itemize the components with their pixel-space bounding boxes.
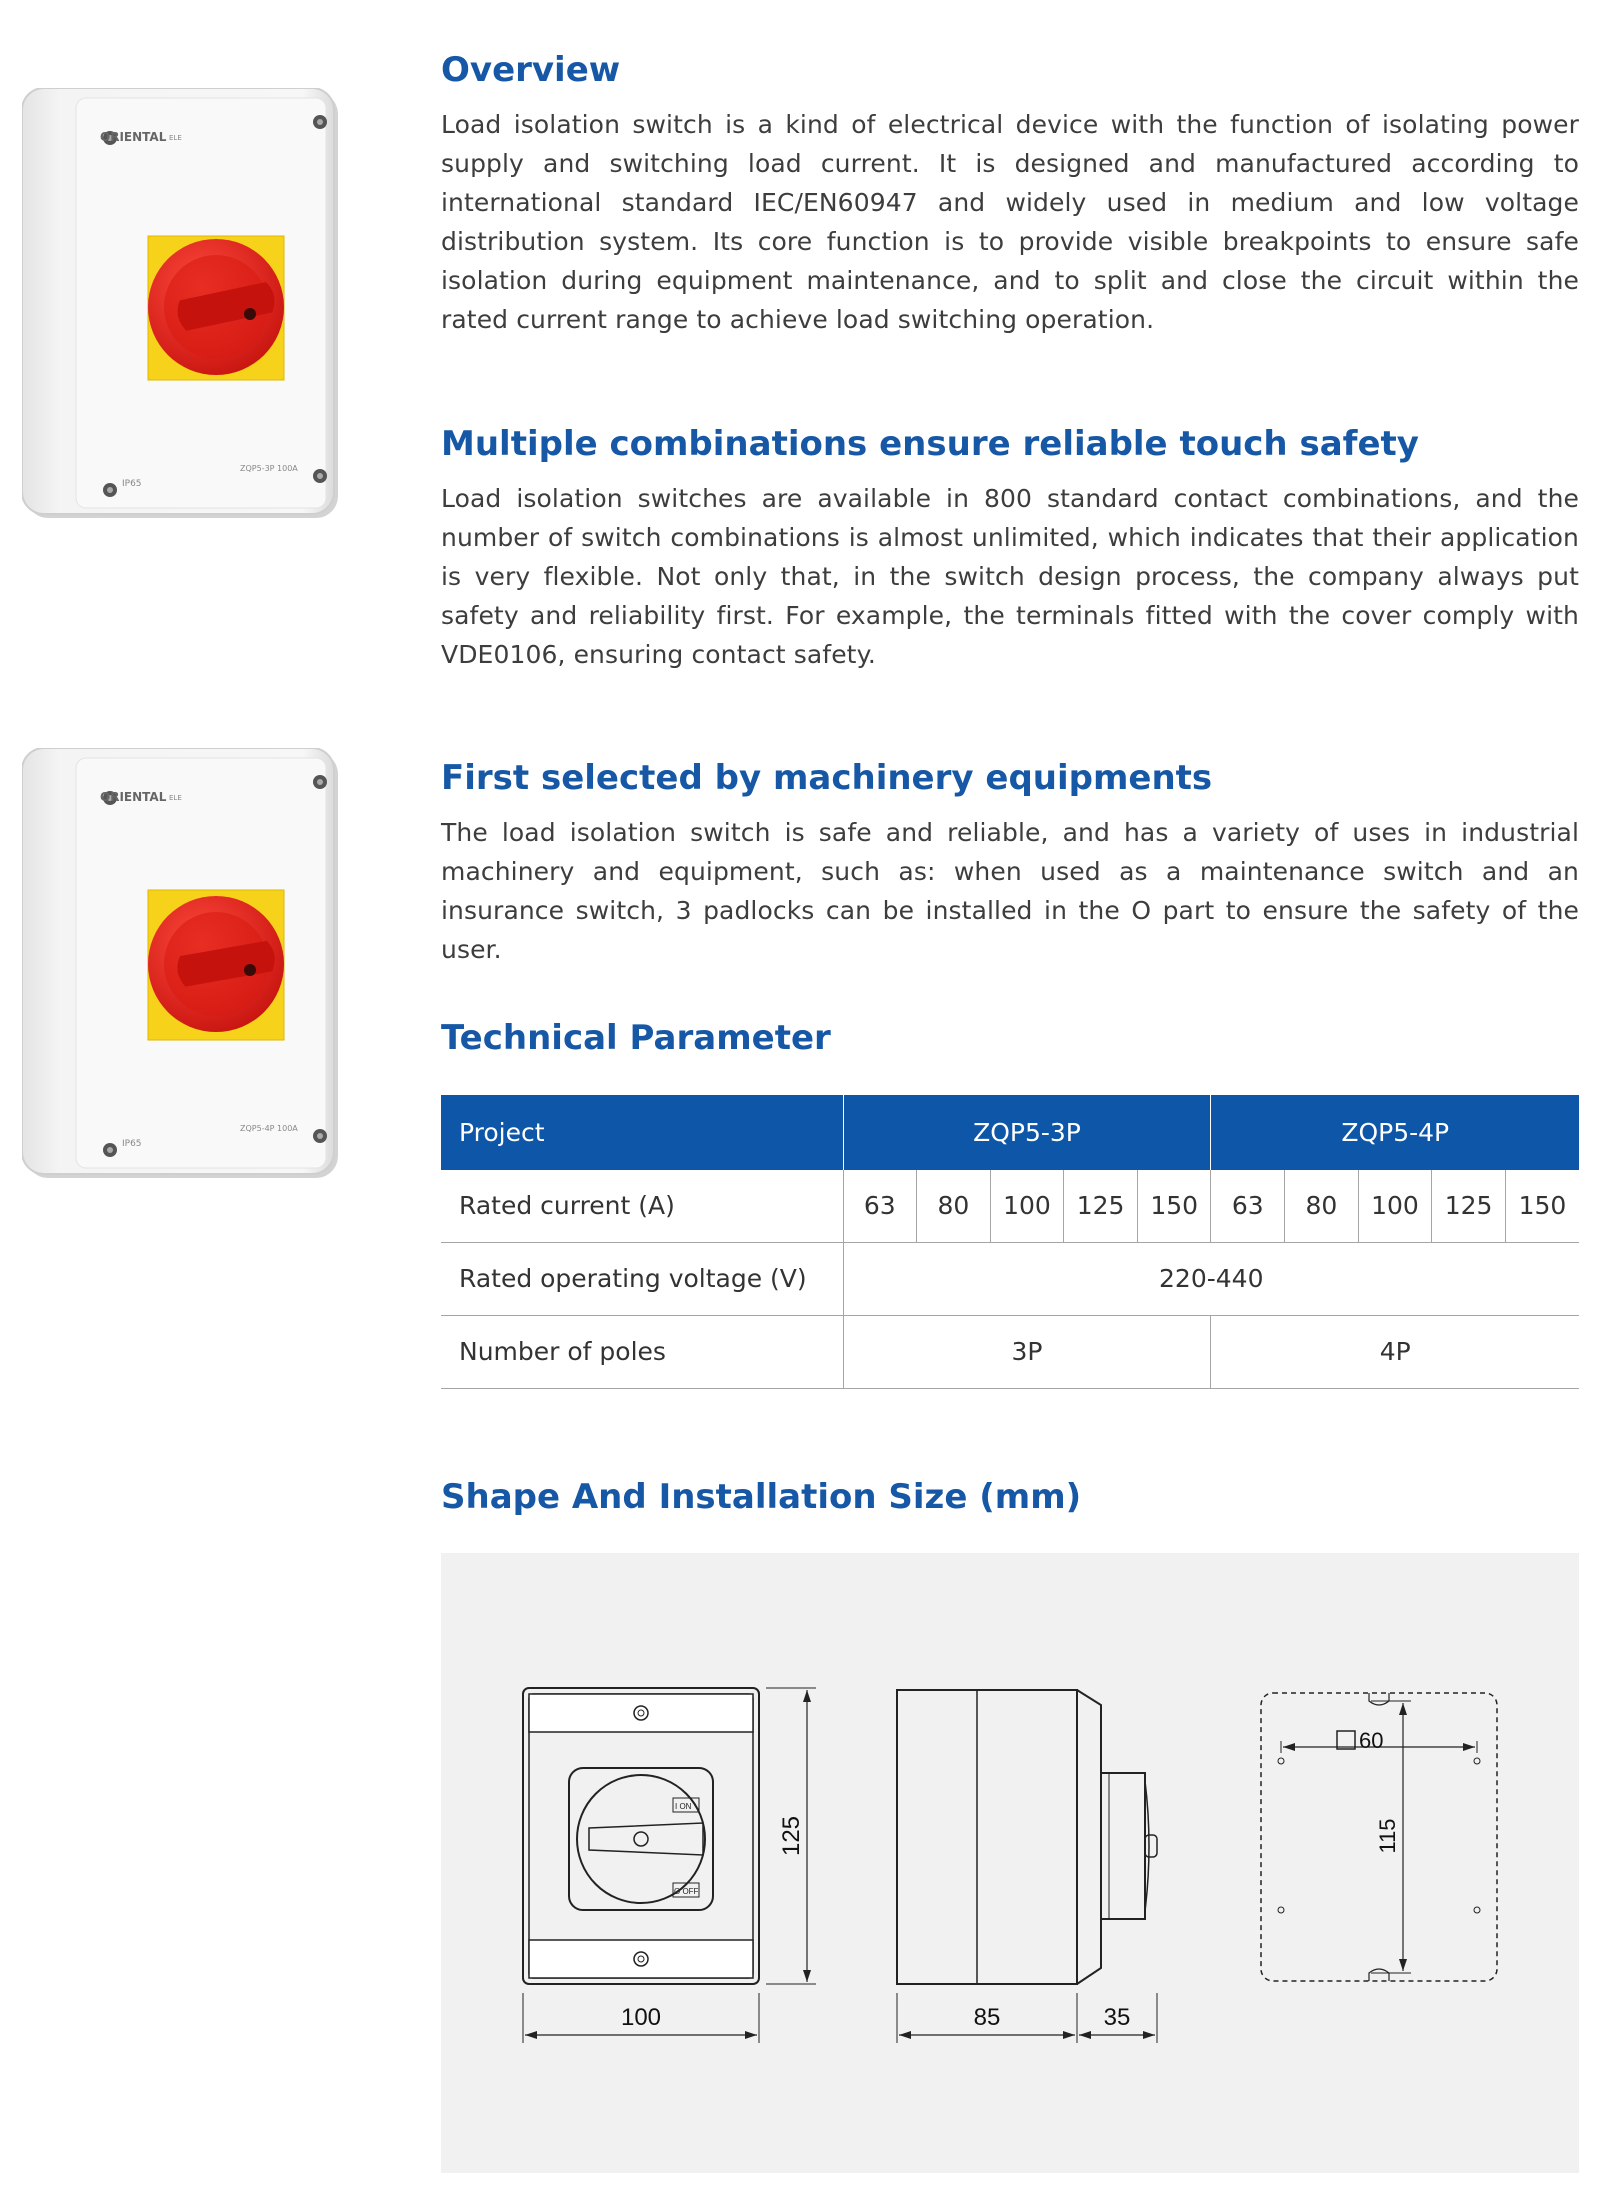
machinery-text: The load isolation switch is safe and reliable, and has a variety of uses in industrial machinery and equipment, such as: when used as a maintenance switch and an insurance switch, 3 padlocks can be installed in the O part to ensure the safety of the user. (441, 817, 1579, 964)
overview-text: Load isolation switch is a kind of electrical device with the function of isolating power supply and switching load current. It is designed and manufactured according to international standard IEC/EN60947 and widely used in medium and low voltage distribution system. Its core function is to provide visible breakpoints to ensure safe isolation during equipment maintenance, and to split and close the circuit within the rated current range to achieve load switching operation. (441, 109, 1579, 334)
machinery-section (441, 758, 1579, 969)
side-depth-dim: 85 (973, 2004, 1001, 2031)
machinery-title: First selected by machinery equipments (441, 758, 1213, 798)
table-header-row (441, 1095, 1579, 1170)
shape-title: Shape And Installation Size (mm) (441, 1477, 1082, 1517)
rated-current-value: 150 (1137, 1170, 1211, 1243)
model-label: ZQP5-4P 100A (240, 1124, 298, 1133)
table-row (441, 1170, 1579, 1243)
rated-current-value: 125 (1064, 1170, 1138, 1243)
rated-current-value: 63 (843, 1170, 917, 1243)
rated-current-value: 100 (990, 1170, 1064, 1243)
model-label: ZQP5-3P 100A (240, 464, 298, 473)
header-project: Project (441, 1095, 843, 1170)
side-view (897, 1690, 1157, 2043)
header-model-3p: ZQP5-3P (843, 1095, 1211, 1170)
tech-section (441, 1018, 1579, 1389)
hole-spacing-x: 60 (1359, 1728, 1384, 1753)
rated-current-label: Rated current (A) (441, 1170, 843, 1243)
table-row (441, 1242, 1579, 1315)
front-height-dim: 125 (778, 1815, 805, 1857)
off-label: O OFF (674, 1887, 699, 1896)
rated-current-value: 63 (1211, 1170, 1285, 1243)
voltage-label: Rated operating voltage (V) (441, 1242, 843, 1315)
voltage-value: 220-440 (843, 1242, 1579, 1315)
combinations-title: Multiple combinations ensure reliable touch safety (441, 424, 1419, 464)
overview-title: Overview (441, 50, 621, 90)
installation-drawing (441, 1553, 1579, 2173)
mounting-view (1261, 1693, 1497, 1981)
product-image-4p (22, 748, 342, 1184)
overview-section (441, 50, 1579, 339)
product-image-3p (22, 88, 342, 524)
brand-suffix: ELE (169, 134, 182, 142)
brand-suffix: ELE (169, 794, 182, 802)
brand-text: ORIENTAL (100, 790, 167, 804)
ip-rating: IP65 (122, 479, 142, 489)
table-row (441, 1315, 1579, 1388)
tech-title: Technical Parameter (441, 1018, 831, 1058)
on-label: I ON (675, 1802, 692, 1811)
poles-value-4p: 4P (1211, 1315, 1579, 1388)
rated-current-value: 80 (917, 1170, 991, 1243)
header-model-4p: ZQP5-4P (1211, 1095, 1579, 1170)
combinations-section (441, 424, 1579, 674)
rated-current-value: 100 (1358, 1170, 1432, 1243)
combinations-text: Load isolation switches are available in 800 standard contact combinations, and the number of switch combinations is almost unlimited, which indicates that their application is very flexible. Not only that, in the switch design process, the company always put safety and reliability first. For example, the terminals fitted with the cover comply with VDE0106, ensuring contact safety. (441, 483, 1579, 669)
rated-current-value: 150 (1505, 1170, 1579, 1243)
knob-depth-dim: 35 (1103, 2004, 1131, 2031)
front-width-dim: 100 (620, 2004, 662, 2031)
tech-table (441, 1095, 1579, 1389)
brand-text: ORIENTAL (100, 130, 167, 144)
hole-spacing-y: 115 (1375, 1818, 1400, 1854)
rated-current-value: 125 (1432, 1170, 1506, 1243)
shape-section-heading (441, 1477, 1579, 1518)
poles-label: Number of poles (441, 1315, 843, 1388)
rated-current-value: 80 (1285, 1170, 1359, 1243)
ip-rating: IP65 (122, 1139, 142, 1149)
front-view (523, 1688, 816, 2043)
poles-value-3p: 3P (843, 1315, 1211, 1388)
